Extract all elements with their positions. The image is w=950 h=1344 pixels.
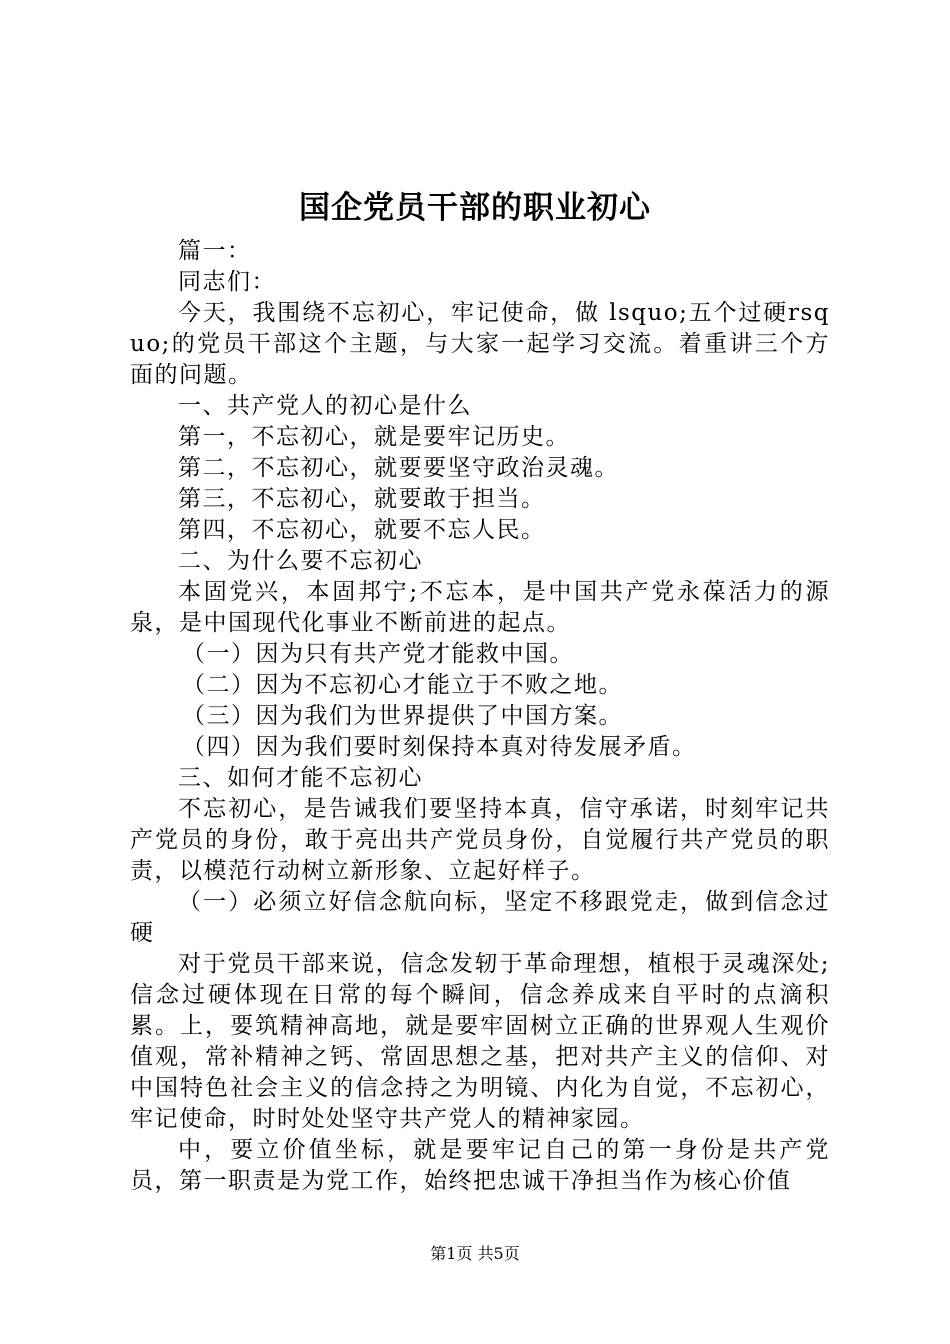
paragraph: 对于党员干部来说，信念发轫于革命理想，植根于灵魂深处;信念过硬体现在日常的每个瞬间，信念养成来自平时的点滴积累。上，要筑精神高地，就是要牢固树立正确的世界观人生观价值观，常补精神之钙、常固思想之基，把对共产主义的信仰、对中国特色社会主义的信念持之为明镜、内化为自觉，不忘初心，牢记使命，时时处处坚守共产党人的精神家园。 [130, 951, 830, 1132]
paragraph: 本固党兴，本固邦宁;不忘本，是中国共产党永葆活力的源泉，是中国现代化事业不断前进的起点。 [130, 579, 830, 636]
paragraph: （四）因为我们要时刻保持本真对待发展矛盾。 [182, 734, 697, 760]
paragraph: 第三，不忘初心，就要敢于担当。 [178, 486, 546, 512]
paragraph: 同志们： [178, 269, 276, 295]
section-heading: 三、如何才能不忘初心 [178, 765, 423, 791]
paragraph: 今天，我围绕不忘初心，牢记使命，做 lsquo;五个过硬rsquo;的党员干部这个主题，与大家一起学习交流。着重讲三个方面的问题。 [130, 300, 830, 388]
section-heading: 一、共产党人的初心是什么 [178, 393, 472, 419]
paragraph: 中，要立价值坐标，就是要牢记自己的第一身份是共产党员，第一职责是为党工作，始终把忠诚干净担当作为核心价值 [130, 1137, 830, 1194]
document-title: 国企党员干部的职业初心 [299, 190, 651, 226]
paragraph: 第二，不忘初心，就要要坚守政治灵魂。 [178, 455, 619, 481]
subsection-heading: （一）必须立好信念航向标，坚定不移跟党走，做到信念过硬 [130, 889, 830, 946]
paragraph: （二）因为不忘初心才能立于不败之地。 [182, 672, 623, 698]
section-heading: 二、为什么要不忘初心 [178, 548, 423, 574]
paragraph: （一）因为只有共产党才能救中国。 [182, 641, 574, 667]
paragraph: 第一，不忘初心，就是要牢记历史。 [178, 424, 570, 450]
paragraph: （三）因为我们为世界提供了中国方案。 [182, 703, 623, 729]
page-number: 第1页 共5页 [430, 1244, 520, 1263]
paragraph: 篇一： [178, 238, 252, 264]
paragraph: 不忘初心，是告诫我们要坚持本真，信守承诺，时刻牢记共产党员的身份，敢于亮出共产党员身份，自觉履行共产党员的职责，以模范行动树立新形象、立起好样子。 [130, 796, 830, 884]
paragraph: 第四，不忘初心，就要不忘人民。 [178, 517, 546, 543]
document-body [130, 236, 830, 1197]
